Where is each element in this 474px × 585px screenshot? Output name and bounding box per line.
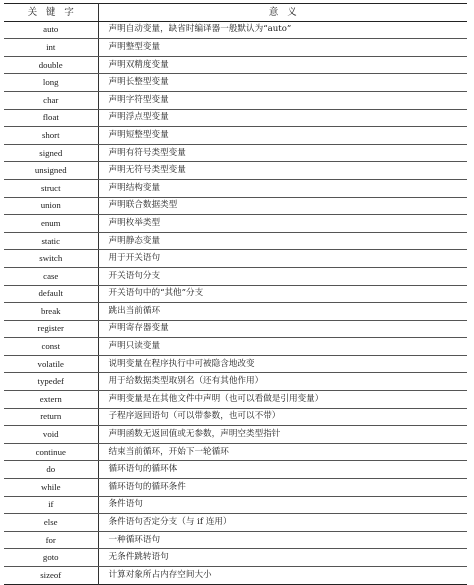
keyword-cell: continue	[4, 443, 98, 461]
meaning-cell: 声明字符型变量	[98, 91, 467, 109]
meaning-cell: 声明联合数据类型	[98, 197, 467, 215]
keyword-cell: enum	[4, 215, 98, 233]
meaning-cell: 声明函数无返回值或无参数，声明空类型指针	[98, 426, 467, 444]
meaning-cell: 声明整型变量	[98, 39, 467, 57]
table-row	[4, 531, 467, 549]
keyword-cell: while	[4, 479, 98, 497]
table-row	[4, 74, 467, 92]
meaning-cell: 用于开关语句	[98, 250, 467, 268]
meaning-cell: 无条件跳转语句	[98, 549, 467, 567]
meaning-cell: 声明枚举类型	[98, 215, 467, 233]
keyword-cell: switch	[4, 250, 98, 268]
meaning-cell: 声明寄存器变量	[98, 320, 467, 338]
table-header-row	[4, 4, 467, 22]
keyword-cell: static	[4, 232, 98, 250]
meaning-cell: 开关语句分支	[98, 267, 467, 285]
keyword-cell: long	[4, 74, 98, 92]
meaning-cell: 条件语句	[98, 496, 467, 514]
keyword-cell: sizeof	[4, 567, 98, 585]
meaning-cell: 声明静态变量	[98, 232, 467, 250]
column-header-keyword: 关 键 字	[4, 4, 98, 22]
table-row	[4, 162, 467, 180]
table-row	[4, 514, 467, 532]
meaning-cell: 用于给数据类型取别名（还有其他作用）	[98, 373, 467, 391]
table-row	[4, 267, 467, 285]
table-row	[4, 496, 467, 514]
table-row	[4, 144, 467, 162]
keyword-cell: return	[4, 408, 98, 426]
meaning-cell: 跳出当前循环	[98, 303, 467, 321]
keyword-cell: const	[4, 338, 98, 356]
keyword-cell: int	[4, 39, 98, 57]
keyword-cell: double	[4, 56, 98, 74]
keyword-cell: case	[4, 267, 98, 285]
table-row	[4, 232, 467, 250]
meaning-cell: 声明长整型变量	[98, 74, 467, 92]
keyword-cell: union	[4, 197, 98, 215]
keyword-cell: volatile	[4, 355, 98, 373]
meaning-cell: 说明变量在程序执行中可被隐含地改变	[98, 355, 467, 373]
meaning-cell: 声明有符号类型变量	[98, 144, 467, 162]
meaning-cell: 循环语句的循环条件	[98, 479, 467, 497]
table-row	[4, 127, 467, 145]
meaning-cell: 声明无符号类型变量	[98, 162, 467, 180]
table-row	[4, 303, 467, 321]
meaning-cell: 声明变量是在其他文件中声明（也可以看做是引用变量）	[98, 391, 467, 409]
keyword-cell: float	[4, 109, 98, 127]
table-row	[4, 355, 467, 373]
keyword-cell: for	[4, 531, 98, 549]
table-row	[4, 338, 467, 356]
keyword-cell: if	[4, 496, 98, 514]
keyword-cell: typedef	[4, 373, 98, 391]
table-row	[4, 21, 467, 39]
keyword-cell: auto	[4, 21, 98, 39]
keyword-cell: signed	[4, 144, 98, 162]
keyword-cell: short	[4, 127, 98, 145]
meaning-cell: 子程序返回语句（可以带参数，也可以不带）	[98, 408, 467, 426]
meaning-cell: 声明浮点型变量	[98, 109, 467, 127]
table-row	[4, 285, 467, 303]
keyword-cell: unsigned	[4, 162, 98, 180]
table-row	[4, 408, 467, 426]
meaning-cell: 开关语句中的“其他”分支	[98, 285, 467, 303]
table-row	[4, 109, 467, 127]
meaning-cell: 声明只读变量	[98, 338, 467, 356]
keyword-cell: goto	[4, 549, 98, 567]
keyword-cell: char	[4, 91, 98, 109]
meaning-cell: 计算对象所占内存空间大小	[108, 569, 212, 580]
table-row	[4, 179, 467, 197]
table-row	[4, 461, 467, 479]
table-row	[4, 56, 467, 74]
keyword-cell: do	[4, 461, 98, 479]
meaning-cell: 声明双精度变量	[98, 56, 467, 74]
table-row	[4, 373, 467, 391]
table-row	[4, 39, 467, 57]
meaning-cell: 声明短整型变量	[98, 127, 467, 145]
table-row	[4, 320, 467, 338]
table-row	[4, 91, 467, 109]
meaning-cell: 循环语句的循环体	[98, 461, 467, 479]
table-row	[4, 567, 467, 585]
table-row	[4, 426, 467, 444]
table-row	[4, 391, 467, 409]
keyword-cell: register	[4, 320, 98, 338]
keyword-cell: else	[4, 514, 98, 532]
table-row	[4, 443, 467, 461]
meaning-cell: 结束当前循环，开始下一轮循环	[98, 443, 467, 461]
table-body	[4, 21, 467, 584]
table-row	[4, 479, 467, 497]
table-row	[4, 197, 467, 215]
keyword-cell: struct	[4, 179, 98, 197]
meaning-cell: 条件语句否定分支（与 if 连用）	[98, 514, 467, 532]
keyword-cell: default	[4, 285, 98, 303]
meaning-cell: 一种循环语句	[98, 531, 467, 549]
table-row	[4, 250, 467, 268]
table-row	[4, 549, 467, 567]
keyword-table	[4, 3, 467, 585]
column-header-meaning: 意 义	[98, 4, 467, 22]
keyword-cell: extern	[4, 391, 98, 409]
meaning-cell: 声明自动变量，缺省时编译器一般默认为“auto”	[98, 21, 467, 39]
keyword-cell: void	[4, 426, 98, 444]
keyword-cell: break	[4, 303, 98, 321]
table-row	[4, 215, 467, 233]
meaning-cell: 声明结构变量	[98, 179, 467, 197]
